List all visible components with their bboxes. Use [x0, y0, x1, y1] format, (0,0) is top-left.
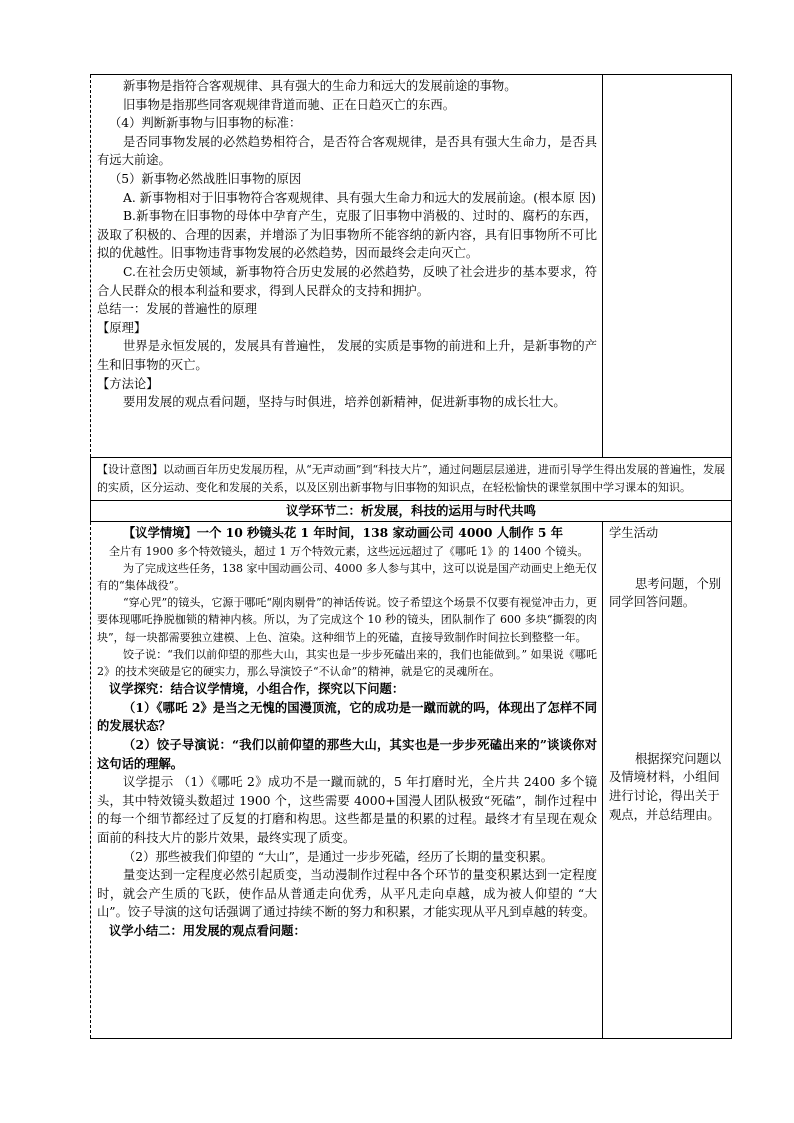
paragraph: 新事物是指符合客观规律、具有强大的生命力和远大的发展前途的事物。 — [123, 79, 517, 93]
situation-paragraph: 为了完成这些任务，138 家中国动画公司、4000 多人参与其中，这可以说是国产动画史上绝无仅有的“集体战役”。 — [97, 561, 597, 592]
table-row — [91, 522, 732, 1039]
explore-heading: 议学探究：结合议学情境，小组合作，探究以下问题： — [109, 681, 405, 697]
situation-paragraph: “穿心咒”的镜头，它源于哪吒“剐肉剔骨”的神话传说。饺子希望这个场景不仅要有视觉冲击力，更要体现哪吒挣脱枷锁的精神内核。所以，为了完成这个 10 秒的镜头，团队制作了 600 多块“撕裂的肉块”，每一块都需要独立建模、上色、渲染。这种细节上的死磕，直接导致制作时间拉长到整整一年。 — [97, 596, 597, 644]
question-1: （1）《哪吒 2》是当之无愧的国漫顶流，它的成功是一蹴而就的吗，体现出了怎样不同的发展状态？ — [97, 699, 597, 734]
summary-heading: 议学小结二：用发展的观点看问题： — [109, 922, 306, 938]
summary-heading: 总结一：发展的普遍性的原理 — [97, 302, 257, 317]
activity-title: 学生活动 — [609, 526, 659, 540]
content-cell-discussion — [91, 522, 603, 1039]
situation-paragraph: 饺子说：“我们以前仰望的那些大山，其实也是一步步死磕出来的，我们也能做到。” 如果说《哪吒 2》的技术突破是它的硬实力，那么导演饺子“不认命”的精神，就是它的灵魂所在。 — [97, 647, 597, 679]
design-intent-cell: 【设计意图】以动画百年历史发展历程，从“无声动画”到“科技大片”，通过问题层层递进，进而引导学生得出发展的普遍性，发展的实质，区分运动、变化和发展的关系，以及区别出新事物与旧事物的知识点，在轻松愉快的课堂氛围中学习课本的知识。 — [91, 458, 732, 501]
situation-heading: 【议学情境】一个 10 秒镜头花 1 年时间，138 家动画公司 4000 人制作 5 年 — [123, 525, 564, 540]
paragraph: C.在社会历史领域，新事物符合历史发展的必然趋势，反映了社会进步的基本要求，符合人民群众的根本利益和要求，得到人民群众的支持和拥护。 — [97, 264, 597, 298]
hint-paragraph: （2）那些被我们仰望的 “大山”，是通过一步步死磕，经历了长期的量变积累。 — [123, 849, 554, 864]
section-title: 议学环节二：析发展，科技的运用与时代共鸣 — [91, 501, 732, 522]
situation-paragraph: 全片有 1900 多个特效镜头，超过 1 万个特效元素，这些远远超过了《哪吒 1》的 1400 个镜头。 — [109, 544, 589, 558]
principle-heading: 【原理】 — [97, 320, 147, 335]
activity-text: 思考问题，个别同学回答问题。 — [609, 576, 722, 610]
question-2: （2）饺子导演说：“我们以前仰望的那些大山，其实也是一步步死磕出来的”谈谈你对这句话的理解。 — [97, 737, 597, 771]
side-cell-empty — [603, 75, 732, 458]
lesson-plan-table — [90, 74, 732, 1039]
paragraph: （4）判断新事物与旧事物的标准： — [109, 116, 302, 131]
content-cell-principles — [91, 75, 603, 458]
paragraph: 是否同事物发展的必然趋势相符合，是否符合客观规律，是否具有强大生命力，是否具有远大前途。 — [97, 134, 597, 168]
table-row — [91, 501, 732, 522]
paragraph: （5）新事物必然战胜旧事物的原因 — [109, 171, 302, 186]
student-activity-cell — [603, 522, 732, 1039]
paragraph: B.新事物在旧事物的母体中孕育产生，克服了旧事物中消极的、过时的、腐朽的东西，汲取了积极的、合理的因素，并增添了为旧事物所不能容纳的新内容，具有旧事物所不可比拟的优越性。旧事物违背事物发展的必然趋势，因而最终会走向灭亡。 — [97, 209, 597, 261]
hint-paragraph: 量变达到一定程度必然引起质变，当动漫制作过程中各个环节的量变积累达到一定程度时，就会产生质的飞跃，使作品从普通走向优秀，从平凡走向卓越，成为被人仰望的 “大山”。饺子导演的这句话强调了通过持续不断的努力和积累，才能实现从平凡到卓越的转变。 — [97, 868, 597, 920]
table-row — [91, 75, 732, 458]
table-row — [91, 458, 732, 501]
paragraph: 旧事物是指那些同客观规律背道而驰、正在日趋灭亡的东西。 — [123, 97, 456, 112]
activity-text: 根据探究问题以及情境材料，小组间进行讨论，得出关于观点，并总结理由。 — [609, 751, 722, 822]
paragraph: A. 新事物相对于旧事物符合客观规律、具有强大生命力和远大的发展前途。(根本原 因) — [123, 190, 596, 205]
hint-paragraph: 议学提示 （1）《哪吒 2》成功不是一蹴而就的，5 年打磨时光，全片共 2400 多个镜头，其中特效镜头数超过 1900 个，这些需要 4000+国漫人团队极致“死磕”，制作过程中的每一个细节都经过了反复的打磨和构思。这些都是量的积累的过程。最终才有呈现在观众面前的科技大片的影片效果，最终实现了质变。 — [97, 775, 597, 845]
paragraph: 要用发展的观点看问题，坚持与时俱进，培养创新精神，促进新事物的成长壮大。 — [123, 395, 566, 410]
paragraph: 世界是永恒发展的，发展具有普遍性， 发展的实质是事物的前进和上升，是新事物的产生和旧事物的灭亡。 — [97, 339, 597, 372]
methodology-heading: 【方法论】 — [97, 376, 159, 391]
